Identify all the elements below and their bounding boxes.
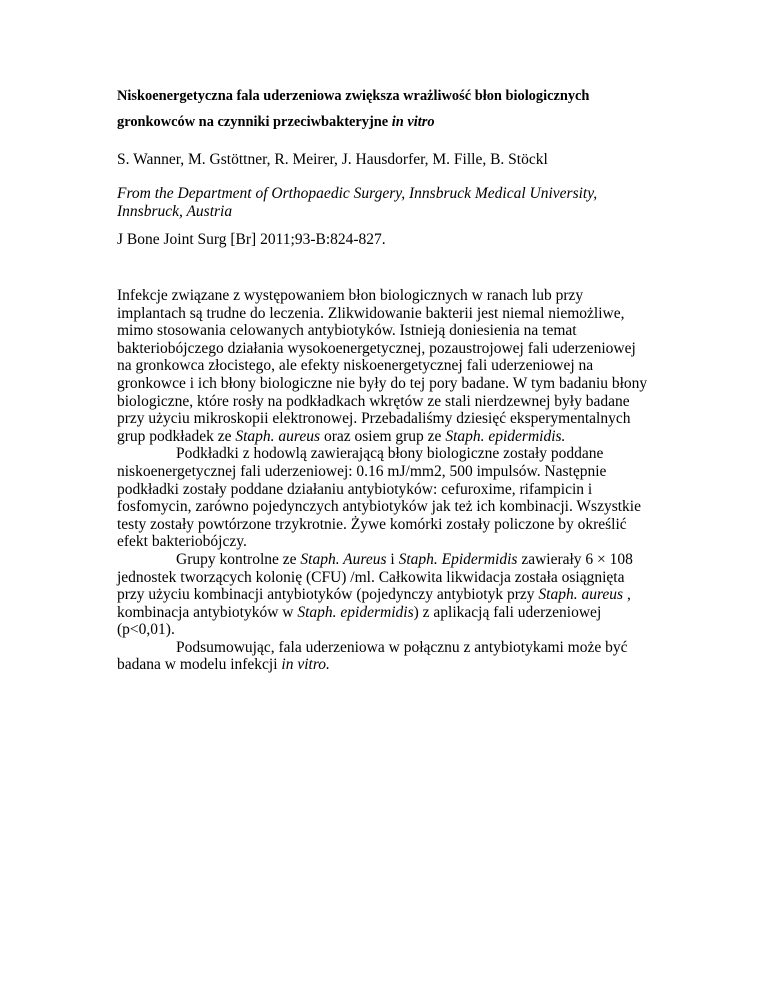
text-line: jednostek tworzących kolonię (CFU) /ml. Całkowita likwidacja została osiągnięta — [117, 568, 625, 586]
affiliation-line-2: Innsbruck, Austria — [117, 203, 233, 220]
affiliation-line-1: From the Department of Orthopaedic Surgery, Innsbruck Medical University, — [117, 185, 598, 202]
text-line: mimo stosowania celowanych antybiotyków. Istnieją doniesienia na temat — [117, 322, 577, 340]
text-line: przy użyciu mikroskopii elektronowej. Przebadaliśmy dziesięć eksperymentalnych — [117, 410, 631, 428]
text-run: przy użyciu kombinacji antybiotyków (pojedynczy antybiotyk przy — [117, 586, 539, 604]
text-run: badana w modelu infekcji — [117, 656, 282, 674]
text-line: gronkowce i ich błony biologiczne nie były do tej pory badane. W tym badaniu błony — [117, 374, 648, 392]
text-run: kombinacja antybiotyków w — [117, 603, 298, 621]
text-run: zawierały 6 × 108 — [517, 550, 633, 568]
text-line: (p<0,01). — [117, 621, 175, 639]
text-line: biologiczne, które rosły na podkładkach wkrętów ze stali nierdzewnej były badane — [117, 392, 630, 410]
species-name: Staph. epidermidis — [297, 603, 414, 621]
paragraph-2 — [117, 445, 657, 551]
abstract-body — [117, 287, 657, 674]
text-line: Podkładki z hodowlą zawierającą błony biologiczne zostały poddane — [176, 445, 604, 463]
text-run: i — [386, 550, 399, 568]
text-line: podkładki zostały poddane działaniu antybiotyków: cefuroxime, rifampicin i — [117, 480, 593, 498]
title-line-2: gronkowców na czynniki przeciwbakteryjne — [117, 114, 392, 130]
title-line-1: Niskoenergetyczna fala uderzeniowa zwiększa wrażliwość błon biologicznych — [117, 88, 590, 104]
paragraph-4 — [117, 639, 657, 674]
text-line: testy zostały powtórzone trzykrotnie. Żywe komórki zostały policzone by określić — [117, 515, 627, 533]
title-italic-in-vitro: in vitro — [391, 114, 435, 130]
text-run: oraz osiem grup ze — [320, 427, 446, 445]
text-line — [117, 428, 657, 446]
affiliation — [117, 185, 637, 221]
paragraph-3 — [117, 551, 657, 639]
text-line: implantach są trudne do leczenia. Zlikwidowanie bakterii jest niemal niemożliwe, — [117, 304, 625, 322]
text-line: na gronkowca złocistego, ale efekty niskoenergetycznej fali uderzeniowej na — [117, 357, 594, 375]
text-line: Infekcje związane z występowaniem błon biologicznych w ranach lub przy — [117, 287, 584, 304]
text-run: ) z aplikacją fali uderzeniowej — [413, 603, 602, 621]
text-line: Podsumowując, fala uderzeniowa w połącznu z antybiotykami może być — [176, 638, 628, 656]
text-line — [117, 551, 657, 569]
text-line: efekt bakteriobójczy. — [117, 533, 247, 551]
species-name: Staph. aureus — [235, 427, 321, 445]
text-line: fosfomycin, zarówno pojedynczych antybiotyków jak też ich kombinacji. Wszystkie — [117, 498, 641, 516]
text-line — [117, 656, 657, 674]
species-name: Staph. aureus — [538, 586, 624, 604]
species-name: Staph. Aureus — [300, 550, 387, 568]
text-run: Grupy kontrolne ze — [176, 550, 301, 568]
species-name: Staph. Epidermidis — [398, 550, 518, 568]
text-run: , — [623, 586, 631, 604]
italic-in-vitro: in vitro. — [281, 656, 330, 674]
text-line — [117, 604, 657, 622]
text-line: bakteriobójczego działania wysokoenergetycznej, pozaustrojowej fali uderzeniowej — [117, 339, 636, 357]
article-title — [117, 83, 657, 135]
author-list: S. Wanner, M. Gstöttner, R. Meirer, J. Hausdorfer, M. Fille, B. Stöckl — [117, 151, 548, 168]
species-name: Staph. epidermidis. — [445, 427, 566, 445]
text-run: grup podkładek ze — [117, 427, 236, 445]
text-line — [117, 586, 657, 604]
paragraph-1 — [117, 287, 657, 445]
text-line: niskoenergetycznej fali uderzeniowej: 0.16 mJ/mm2, 500 impulsów. Następnie — [117, 462, 607, 480]
journal-citation: J Bone Joint Surg [Br] 2011;93-B:824-827. — [117, 231, 386, 248]
